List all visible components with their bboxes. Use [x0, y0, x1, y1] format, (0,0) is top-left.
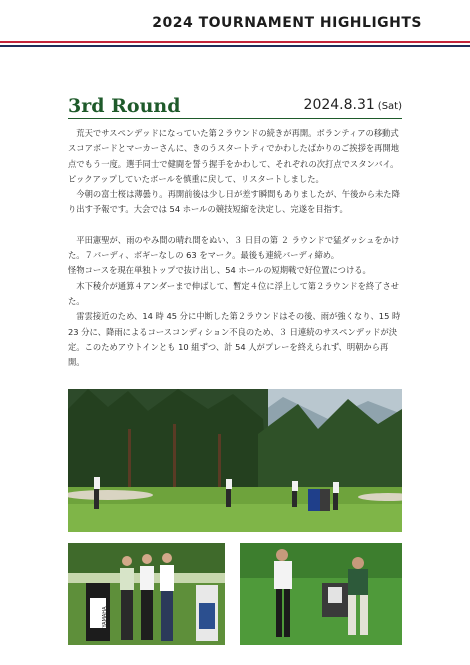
article-paragraph-3: 平田憲聖が、雨のやみ間の晴れ間をぬい、３ 日目の第 ２ ラウンドで猛ダッシュをかけた。７バーディ、ボギーなしの 63 をマーク。最後も連続バーディ締め。	[68, 234, 400, 261]
bag-logo-text: YAMAHA	[102, 606, 108, 628]
title-rule	[68, 118, 402, 119]
article-paragraph-1: 荒天でサスペンデッドになっていた第２ラウンドの続きが再開。ボランティアの移動式スコアボードとマーカーさんに、きのうスタートティでかわしたばかりのご挨拶を再開地点でもう一度。選手同士で健闘を誓う握手をかわして、それぞれの次打点でスタンバイ。ピックアップしていたボールを慎重に戻して、リスタートしました。	[68, 128, 400, 184]
handshake-illustration	[68, 543, 225, 645]
header-rule-navy	[0, 45, 470, 47]
player-and-caddie-photo	[240, 543, 402, 645]
article-paragraph-6: 雷雲接近のため、14 時 45 分に中断した第２ラウンドはその後、雨が強くなり、15 時 23 分に、降雨によるコースコンディション不良のため、３ 日連続のサスペンデッドが決定。このためアウトインとも 10 組ずつ、計 54 人がプレーを終えられず、明朝から再開。	[68, 311, 401, 368]
header-title: 2024 TOURNAMENT HIGHLIGHTS	[152, 15, 422, 31]
paragraph-gap	[68, 218, 402, 233]
header-rule-red	[0, 41, 470, 43]
round-title: 3rd Round	[68, 95, 181, 117]
article-body	[68, 126, 402, 370]
round-date-value: 2024.8.31	[303, 97, 375, 113]
players-handshake-photo	[68, 543, 225, 645]
article-paragraph-4: 怪物コースを現在単独トップで抜け出し、54 ホールの短期戦で好位置につける。	[68, 265, 371, 276]
golf-course-photo	[68, 389, 402, 532]
golf-course-illustration	[68, 389, 402, 532]
round-date	[304, 97, 402, 113]
player-caddie-illustration	[240, 543, 402, 645]
article-paragraph-5: 木下稜介が通算４アンダーまで伸ばして、暫定４位に浮上して第２ラウンドを終了させた。	[68, 280, 400, 306]
article-paragraph-2: 今朝の富士桜は薄曇り。再開前後は少し日が差す瞬間もありましたが、午後から未た降り出す予報です。大会では 54 ホールの競技短縮を決定し、完遂を目指す。	[68, 189, 400, 215]
round-day-of-week: (Sat)	[377, 101, 402, 112]
